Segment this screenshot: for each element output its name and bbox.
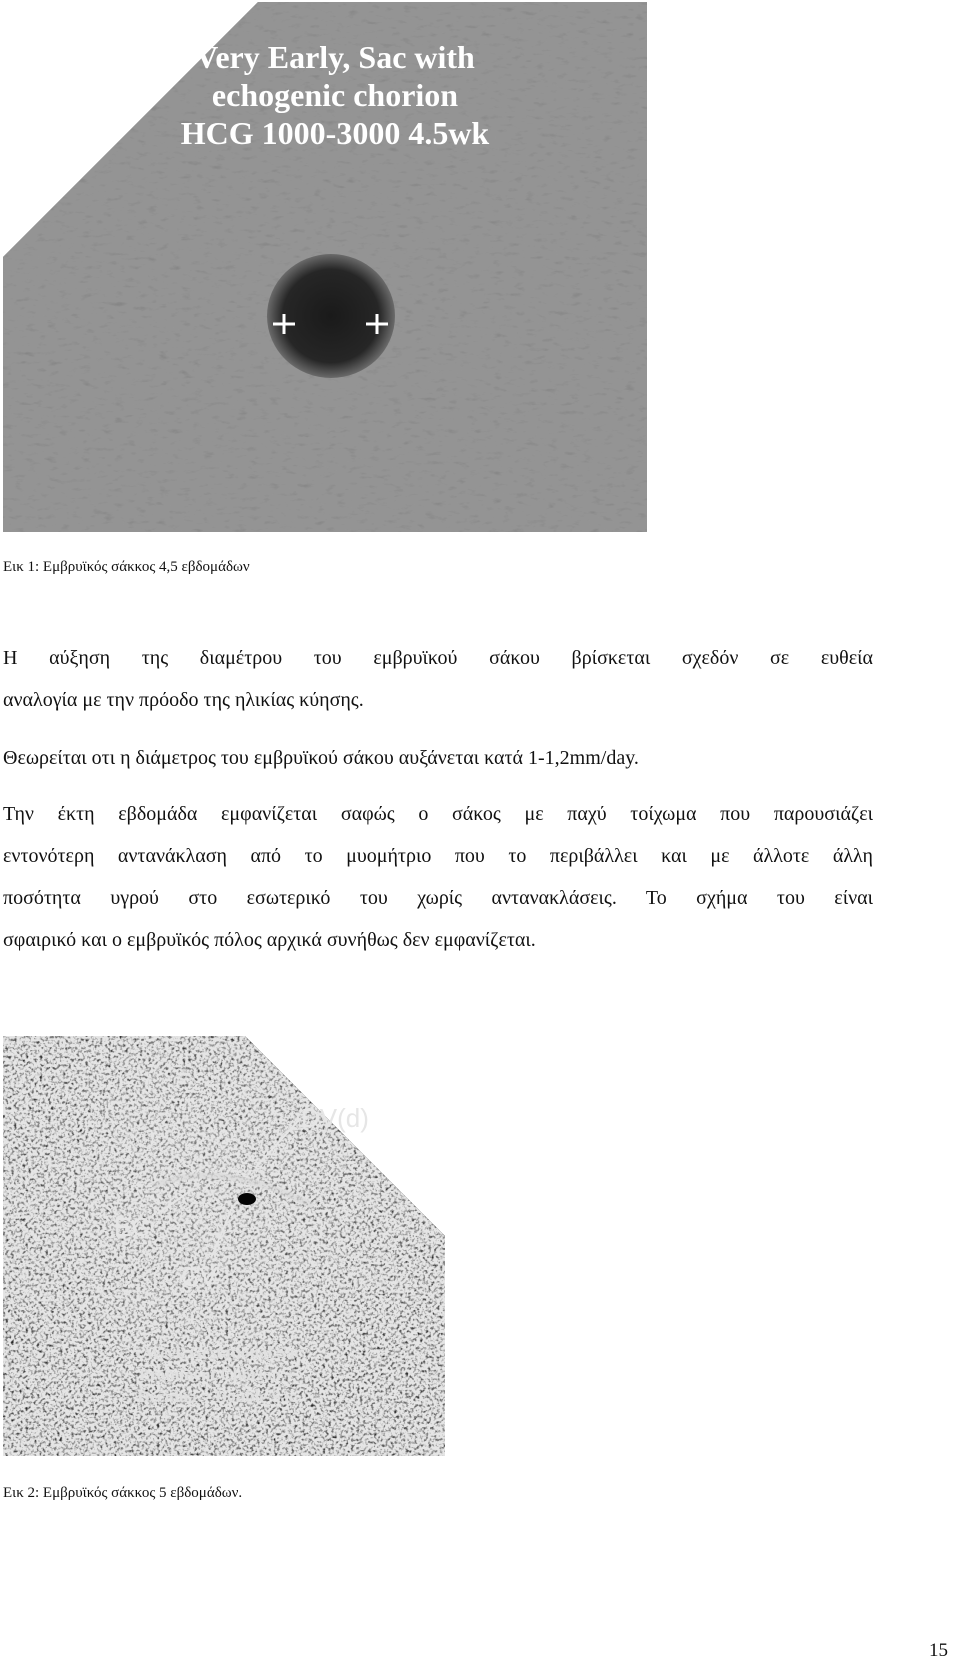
figure-1-overlay-line-1: Very Early, Sac with <box>195 39 475 75</box>
paragraph-2 <box>3 737 873 779</box>
figure-2-overlay-line-1: 5 Week Gestational Sac <box>131 1343 303 1362</box>
figure-1-ultrasound <box>3 2 647 532</box>
paragraph-3-line-3: ποσότητα υγρού στο εσωτερικό του χωρίς αντανακλάσεις. Το σχήμα του είναι <box>3 887 873 909</box>
small-gestational-sac <box>238 1193 256 1205</box>
paragraph-3 <box>3 793 873 961</box>
page-number: 15 <box>929 1640 948 1661</box>
figure-2-overlay-line-3: Decidua = Double Sac <box>137 1387 297 1406</box>
label-cv: CV <box>181 1262 218 1292</box>
paragraph-1-line-2: αναλογία με την πρόοδο της ηλικίας κύησης. <box>3 689 364 711</box>
label-dv: DV(d) <box>301 1103 369 1133</box>
paragraph-3-line-2: εντονότερη αντανάκλαση από το μυομήτριο που το περιβάλλει και με άλλοτε άλλη <box>3 845 873 867</box>
figure-2-overlay-line-2: Prominent Chorion + <box>139 1365 295 1384</box>
paragraph-1-line-1: Η αύξηση της διαμέτρου του εμβρυϊκού σάκου βρίσκεται σχεδόν σε ευθεία <box>3 647 873 669</box>
figure-1-ultrasound-image <box>3 2 647 532</box>
paragraph-3-line-4: σφαιρικό και ο εμβρυϊκός πόλος αρχικά συνήθως δεν εμφανίζεται. <box>3 929 536 951</box>
figure-2-ultrasound-image <box>3 1036 445 1456</box>
paragraph-3-line-1: Την έκτη εβδομάδα εμφανίζεται σαφώς ο σάκος με παχύ τοίχωμα που παρουσιάζει <box>3 803 873 825</box>
paragraph-1 <box>3 637 873 721</box>
figure-1-caption: Εικ 1: Εμβρυϊκός σάκκος 4,5 εβδομάδων <box>3 559 250 575</box>
figure-2-ultrasound <box>3 1036 445 1456</box>
paragraph-2-line-1: Θεωρείται οτι η διάμετρος του εμβρυϊκού σάκου αυξάνεται κατά 1-1,2mm/day. <box>3 747 639 769</box>
figure-1-overlay-line-3: HCG 1000-3000 4.5wk <box>180 115 490 151</box>
label-ec: EC <box>114 1212 151 1242</box>
figure-1-overlay-line-2: echogenic chorion <box>211 77 459 113</box>
figure-2-caption: Εικ 2: Εμβρυϊκός σάκκος 5 εβδομάδων. <box>3 1485 243 1501</box>
